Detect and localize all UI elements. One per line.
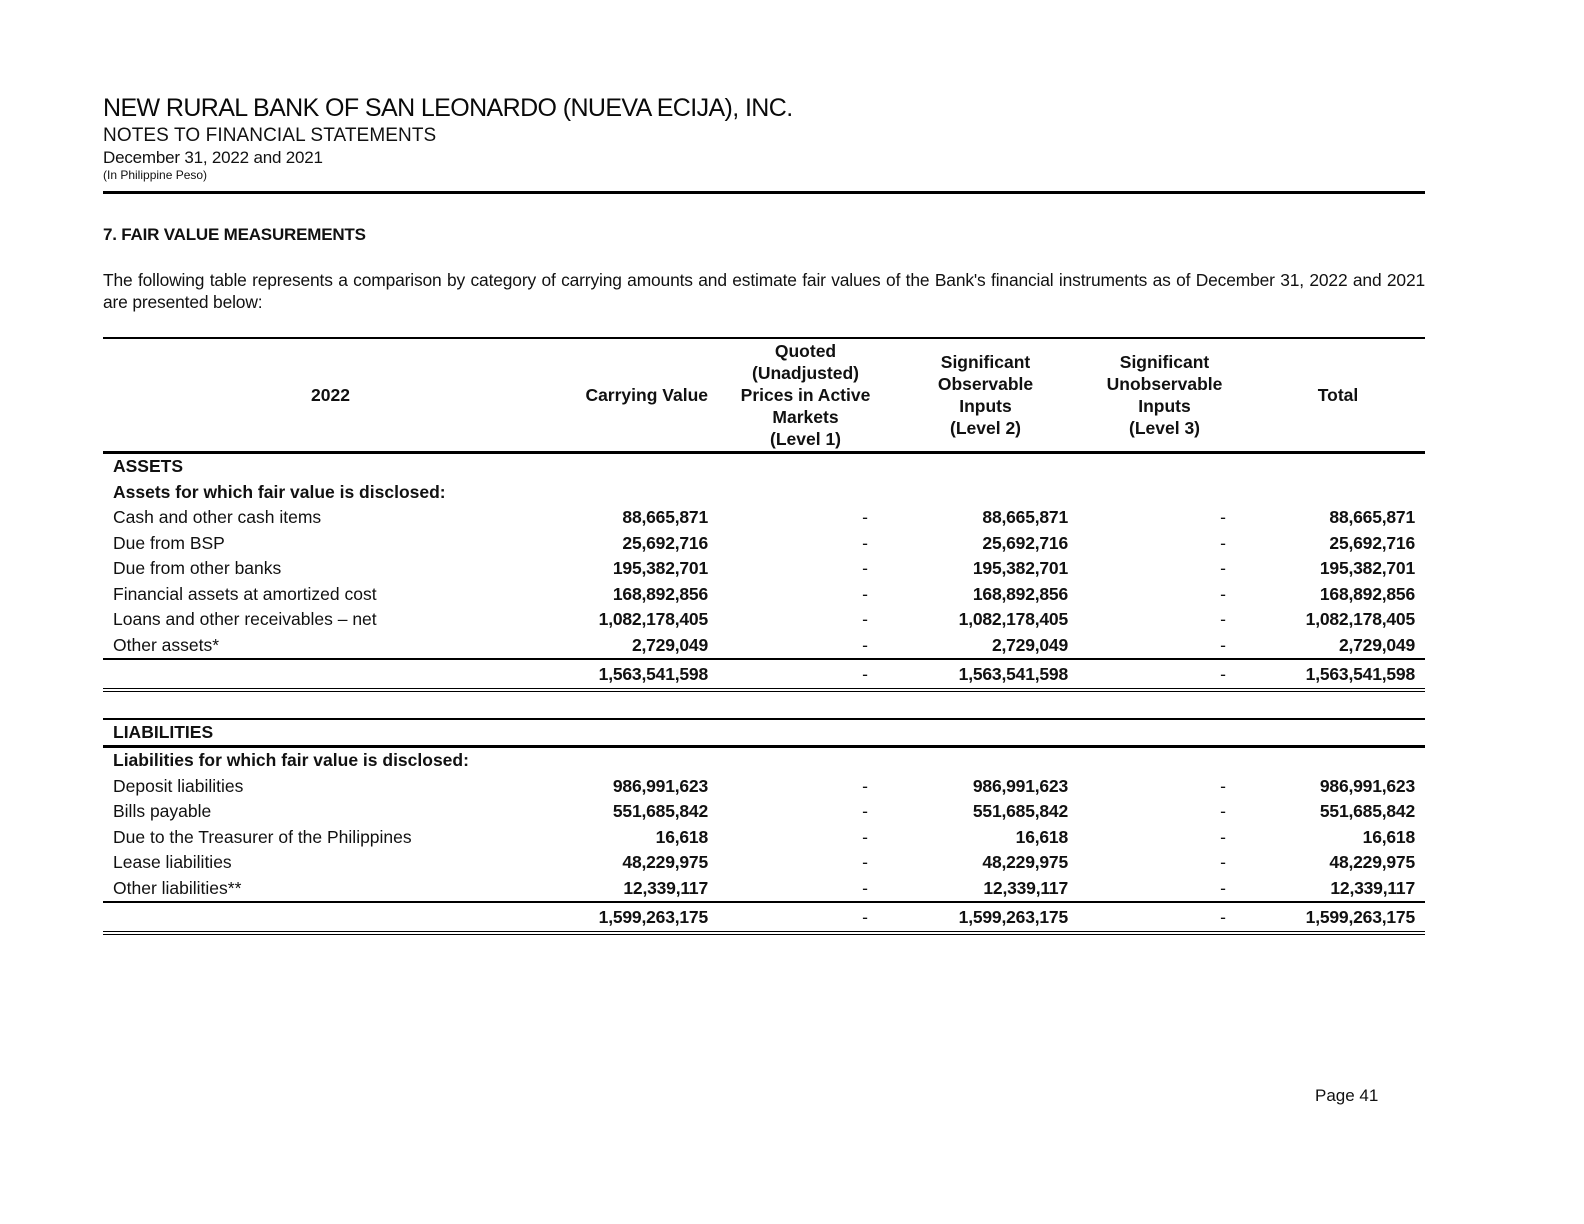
- total-value: 48,229,975: [1329, 852, 1415, 872]
- assets-subheading: Assets for which fair value is disclosed:: [113, 481, 446, 502]
- col-header-level3: [1078, 338, 1251, 453]
- col-header-level1: [718, 338, 893, 453]
- table-row: [103, 850, 1425, 876]
- total-value: 16,618: [1362, 826, 1415, 847]
- row-label: Deposit liabilities: [113, 775, 244, 796]
- header-line: Prices in Active: [740, 385, 871, 405]
- level3-value: -: [1220, 558, 1226, 578]
- page-header: [103, 93, 1425, 183]
- header-line: Significant: [1119, 352, 1210, 372]
- level1-value: -: [862, 775, 868, 796]
- table-row: [103, 633, 1425, 660]
- liabilities-subheading: Liabilities for which fair value is disclosed:: [113, 750, 469, 770]
- header-line: Inputs: [1138, 396, 1191, 416]
- level3-value: -: [1220, 507, 1226, 527]
- carrying-value: 48,229,975: [622, 852, 708, 872]
- col-header-carrying-value: Carrying Value: [558, 338, 718, 453]
- total-label: [103, 659, 558, 690]
- carrying-value: 986,991,623: [612, 775, 708, 796]
- row-label: Loans and other receivables – net: [113, 609, 377, 629]
- level3-value: -: [1220, 801, 1226, 821]
- level1-value: -: [862, 507, 868, 527]
- table-header-row: [103, 338, 1425, 453]
- row-label: Due to the Treasurer of the Philippines: [113, 826, 412, 847]
- header-line: Observable: [937, 374, 1034, 394]
- section-title: 7. FAIR VALUE MEASUREMENTS: [103, 225, 366, 244]
- level3-value: -: [1220, 852, 1226, 872]
- table-row: [103, 556, 1425, 582]
- total-value: 12,339,117: [1330, 877, 1415, 898]
- row-label: Cash and other cash items: [113, 507, 322, 527]
- total-level1: -: [718, 659, 893, 690]
- total-carrying: 1,563,541,598: [558, 659, 718, 690]
- company-name: NEW RURAL BANK OF SAN LEONARDO (NUEVA ECIJA), INC.: [103, 94, 793, 122]
- table-row: [103, 582, 1425, 608]
- fair-value-table: [103, 337, 1425, 935]
- level1-value: -: [862, 852, 868, 872]
- total-level2: 1,563,541,598: [893, 659, 1078, 690]
- header-line: (Level 1): [770, 429, 841, 449]
- table-row: [103, 799, 1425, 825]
- col-header-level2: [893, 338, 1078, 453]
- total-value: 551,685,842: [1319, 801, 1415, 821]
- level3-value: -: [1220, 532, 1226, 553]
- level3-value: -: [1220, 583, 1226, 604]
- level2-value: 986,991,623: [972, 775, 1068, 796]
- level3-value: -: [1220, 609, 1226, 629]
- level1-value: -: [862, 826, 868, 847]
- liabilities-heading: LIABILITIES: [103, 719, 1425, 747]
- carrying-value: 16,618: [655, 826, 708, 847]
- row-label: Financial assets at amortized cost: [113, 583, 377, 604]
- level2-value: 168,892,856: [972, 583, 1068, 604]
- level1-value: -: [862, 609, 868, 629]
- section-intro: The following table represents a comparison by category of carrying amounts and estimate fair values of the Bank's financial instruments as of December 31, 2022 and 2021 are presented below:: [103, 270, 1425, 312]
- level1-value: -: [862, 801, 868, 821]
- total-total: 1,599,263,175: [1251, 902, 1425, 933]
- total-total: 1,563,541,598: [1251, 659, 1425, 690]
- header-line: Quoted: [774, 341, 837, 361]
- level3-value: -: [1220, 877, 1226, 898]
- total-carrying: 1,599,263,175: [558, 902, 718, 933]
- liabilities-total-row: [103, 902, 1425, 933]
- level1-value: -: [862, 532, 868, 553]
- header-line: (Level 2): [950, 418, 1021, 438]
- total-value: 1,082,178,405: [1305, 609, 1415, 629]
- carrying-value: 25,692,716: [622, 532, 708, 553]
- header-line: Significant: [940, 352, 1031, 372]
- liabilities-heading-row: [103, 719, 1425, 747]
- total-value: 195,382,701: [1319, 558, 1415, 578]
- level3-value: -: [1220, 826, 1226, 847]
- col-header-total: Total: [1251, 338, 1425, 453]
- carrying-value: 195,382,701: [612, 558, 708, 578]
- level3-value: -: [1220, 634, 1226, 655]
- total-value: 2,729,049: [1338, 634, 1415, 655]
- col-header-year: 2022: [103, 338, 558, 453]
- carrying-value: 551,685,842: [612, 801, 708, 821]
- header-divider: [103, 191, 1425, 194]
- level2-value: 195,382,701: [972, 558, 1068, 578]
- table-row: [103, 505, 1425, 531]
- carrying-value: 12,339,117: [623, 877, 708, 898]
- header-line: Markets: [772, 407, 839, 427]
- table-row: [103, 774, 1425, 800]
- reporting-dates: December 31, 2022 and 2021: [103, 148, 323, 167]
- carrying-value: 168,892,856: [612, 583, 708, 604]
- level2-value: 88,665,871: [982, 507, 1068, 527]
- table-row: [103, 825, 1425, 851]
- carrying-value: 88,665,871: [622, 507, 708, 527]
- total-value: 25,692,716: [1329, 532, 1415, 553]
- level2-value: 551,685,842: [972, 801, 1068, 821]
- level2-value: 48,229,975: [982, 852, 1068, 872]
- row-label: Due from other banks: [113, 558, 282, 578]
- total-level1: -: [718, 902, 893, 933]
- currency-note: (In Philippine Peso): [103, 168, 208, 182]
- liabilities-subheading-row: [103, 747, 1425, 774]
- level1-value: -: [862, 558, 868, 578]
- assets-heading-row: [103, 453, 1425, 480]
- level3-value: -: [1220, 775, 1226, 796]
- document-subtitle: NOTES TO FINANCIAL STATEMENTS: [103, 125, 437, 146]
- row-label: Bills payable: [113, 801, 212, 821]
- header-line: Unobservable: [1106, 374, 1223, 394]
- level1-value: -: [862, 877, 868, 898]
- row-label: Due from BSP: [113, 532, 225, 553]
- total-label: [103, 902, 558, 933]
- level1-value: -: [862, 634, 868, 655]
- level2-value: 2,729,049: [991, 634, 1068, 655]
- table-row: [103, 531, 1425, 557]
- assets-subheading-row: [103, 480, 1425, 506]
- level2-value: 25,692,716: [982, 532, 1068, 553]
- level2-value: 12,339,117: [983, 877, 1068, 898]
- total-level2: 1,599,263,175: [893, 902, 1078, 933]
- level2-value: 16,618: [1015, 826, 1068, 847]
- spacer: [103, 690, 1425, 719]
- total-level3: -: [1078, 659, 1251, 690]
- header-line: (Level 3): [1129, 418, 1200, 438]
- row-label: Lease liabilities: [113, 852, 232, 872]
- table-row: [103, 607, 1425, 633]
- total-value: 986,991,623: [1319, 775, 1415, 796]
- liabilities-rows: [103, 774, 1425, 903]
- assets-total-row: [103, 659, 1425, 690]
- carrying-value: 1,082,178,405: [598, 609, 708, 629]
- assets-heading: ASSETS: [113, 456, 184, 476]
- level2-value: 1,082,178,405: [958, 609, 1068, 629]
- row-label: Other assets*: [113, 634, 220, 655]
- header-line: (Unadjusted): [752, 363, 859, 383]
- level1-value: -: [862, 583, 868, 604]
- total-value: 168,892,856: [1319, 583, 1415, 604]
- carrying-value: 2,729,049: [631, 634, 708, 655]
- table-row: [103, 876, 1425, 903]
- header-line: Inputs: [959, 396, 1012, 416]
- total-value: 88,665,871: [1329, 507, 1415, 527]
- total-level3: -: [1078, 902, 1251, 933]
- page-number: Page 41: [1315, 1086, 1379, 1105]
- assets-rows: [103, 505, 1425, 659]
- row-label: Other liabilities**: [113, 877, 242, 898]
